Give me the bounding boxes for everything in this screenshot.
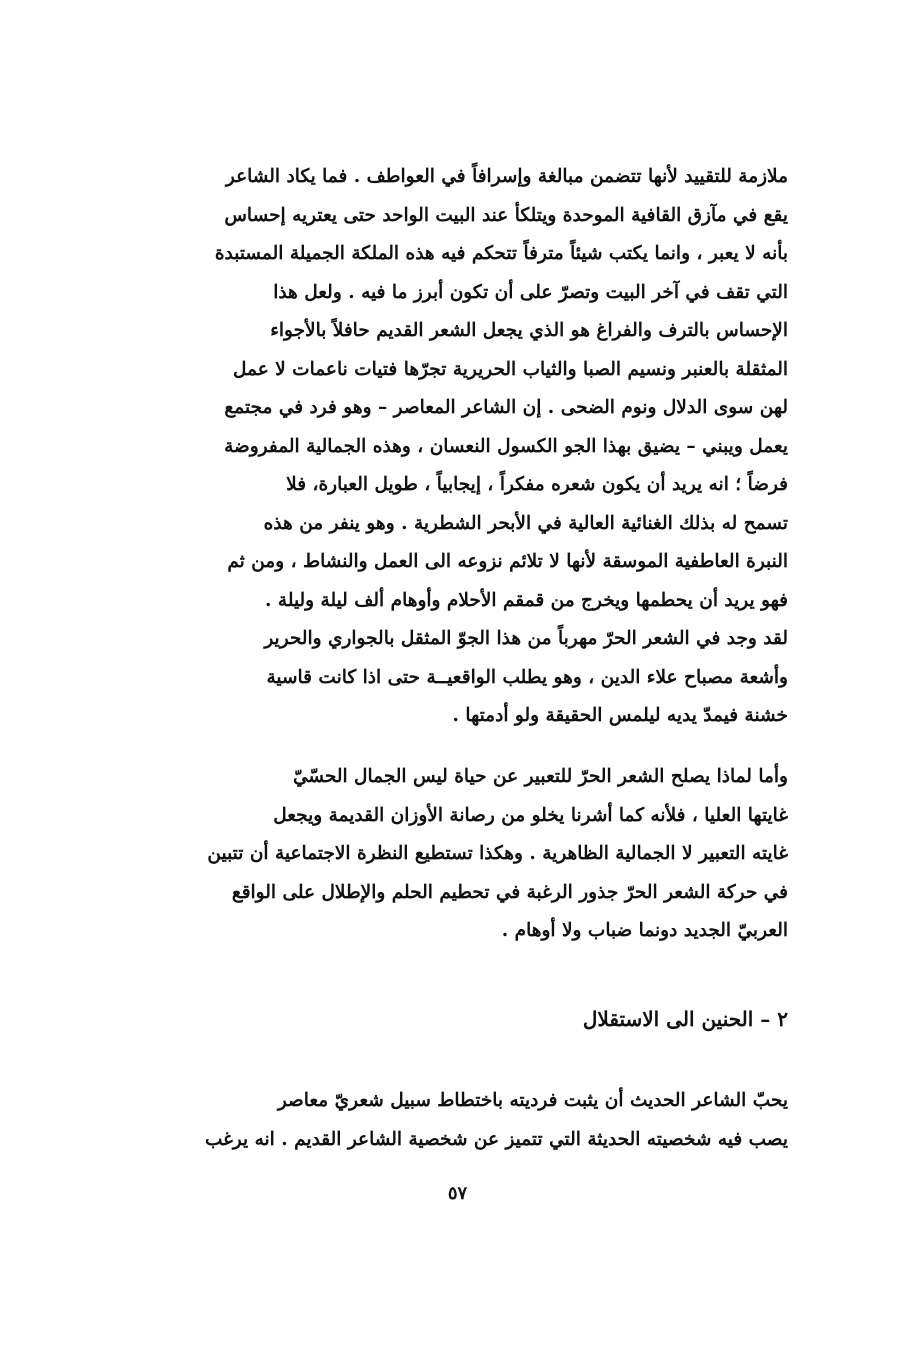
paragraph-line: تسمح له بذلك الغنائية العالية في الأبحر الشطرية . وهو ينفر من هذه bbox=[263, 512, 788, 534]
paragraph-line: لهن سوى الدلال ونوم الضحى . إن الشاعر المعاصر – وهو فرد في مجتمع bbox=[224, 397, 788, 418]
paragraph-line: التي تقف في آخر البيت وتصرّ على أن تكون أبرز ما فيه . ولعل هذا bbox=[273, 281, 788, 303]
paragraph-3 bbox=[130, 1082, 788, 1159]
paragraph-line: يصب فيه شخصيته الحديثة التي تتميز عن شخصية الشاعر القديم . انه يرغب bbox=[204, 1128, 788, 1150]
section-heading: ٢ – الحنين الى الاستقلال bbox=[582, 1007, 788, 1031]
paragraph-line: المثقلة بالعنبر ونسيم الصبا والثياب الحريرية تجرّها فتيات ناعمات لا عمل bbox=[233, 358, 788, 380]
paragraph-line: وأشعة مصباح علاء الدين ، وهو يطلب الواقعيــة حتى اذا كانت قاسية bbox=[266, 666, 788, 688]
paragraph-line: فهو يريد أن يحطمها ويخرج من قمقم الأحلام وأوهام ألف ليلة وليلة . bbox=[265, 589, 788, 611]
paragraph-line: النبرة العاطفية الموسقة لأنها لا تلائم نزوعه الى العمل والنشاط ، ومن ثم bbox=[227, 551, 788, 572]
paragraph-line: فرضاً ؛ انه يريد أن يكون شعره مفكراً ، إيجابياً ، طويل العبارة، فلا bbox=[286, 474, 788, 495]
paragraph-line: غايته التعبير لا الجمالية الظاهرية . وهكذا تستطيع النظرة الاجتماعية أن تتبين bbox=[207, 843, 788, 864]
paragraph-line: لقد وجد في الشعر الحرّ مهرباً من هذا الجوّ المثقل بالجواري والحرير bbox=[264, 628, 788, 649]
paragraph-line: خشنة فيمدّ يديه ليلمس الحقيقة ولو أدمتها . bbox=[452, 705, 788, 726]
paragraph-line: غايتها العليا ، فلأنه كما أشرنا يخلو من رصانة الأوزان القديمة ويجعل bbox=[273, 804, 788, 826]
paragraph-line: ملازمة للتقييد لأنها تتضمن مبالغة وإسرافاً في العواطف . فما يكاد الشاعر bbox=[225, 166, 788, 187]
paragraph-line: الإحساس بالترف والفراغ هو الذي يجعل الشعر القديم حافلاً بالأجواء bbox=[270, 320, 788, 341]
paragraph-1 bbox=[130, 158, 788, 736]
paragraph-line: بأنه لا يعبر ، وانما يكتب شيئاً مترفاً تتحكم فيه هذه الملكة الجميلة المستبدة bbox=[214, 243, 788, 264]
paragraph-line: يعمل ويبني – يضيق بهذا الجو الكسول النعسان ، وهذه الجمالية المفروضة bbox=[224, 435, 788, 457]
paragraph-line: يحبّ الشاعر الحديث أن يثبت فرديته باختطاط سبيل شعريّ معاصر bbox=[277, 1090, 788, 1111]
paragraph-line: يقع في مآزق القافية الموحدة ويتلكأ عند البيت الواحد حتى يعتريه إحساس bbox=[224, 204, 788, 226]
page-number: ٥٧ bbox=[447, 1183, 468, 1204]
paragraph-2 bbox=[130, 758, 788, 951]
paragraph-line: وأما لماذا يصلح الشعر الحرّ للتعبير عن حياة ليس الجمال الحسّيّ bbox=[292, 766, 788, 787]
paragraph-line: العربيّ الجديد دونما ضباب ولا أوهام . bbox=[501, 920, 788, 941]
paragraph-line: في حركة الشعر الحرّ جذور الرغبة في تحطيم الحلم والإطلال على الواقع bbox=[231, 881, 788, 903]
